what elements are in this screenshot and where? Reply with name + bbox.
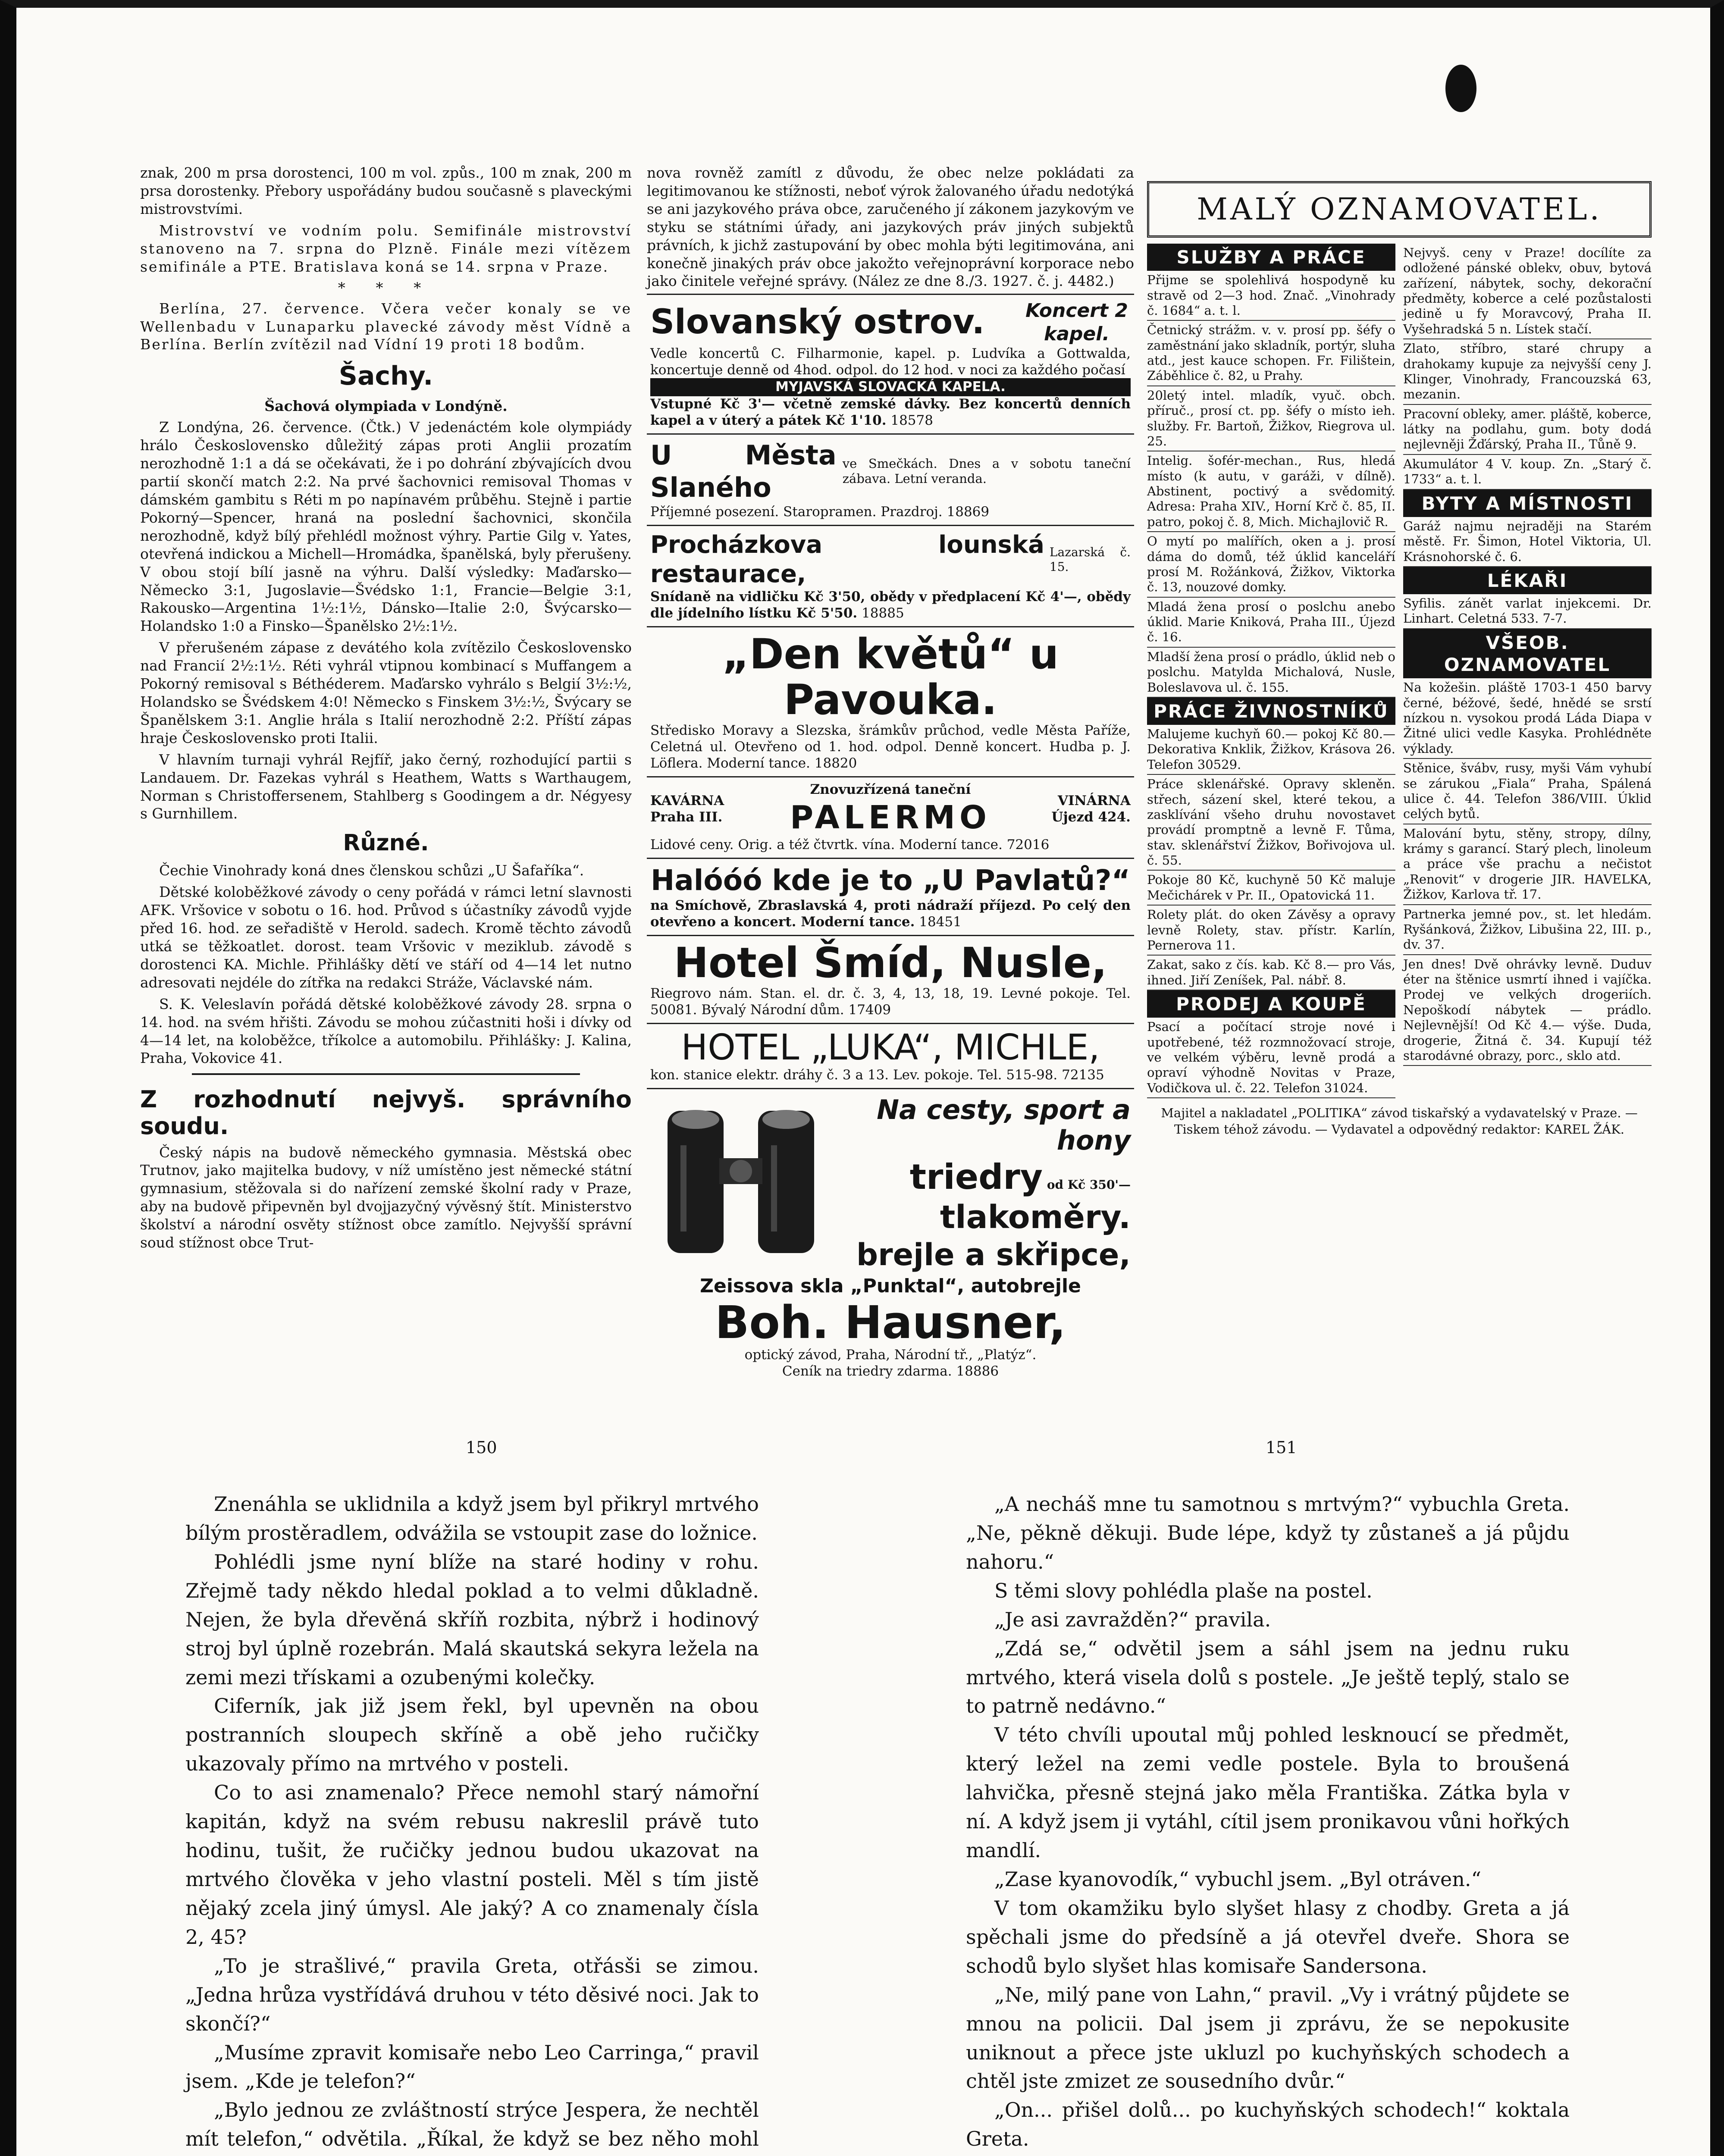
ad-foot: Vstupné Kč 3'— včetně zemské dávky. Bez koncertů denních kapel a v úterý a pátek Kč 1'10. — [650, 396, 1131, 428]
water-polo-notice: Mistrovství ve vodním polu. Semifinále mistrovství stanoveno na 7. srpna do Plzně. Finále mezi vítězem semifinále a PTE. Bratislava koná se 14. srpna v Praze. — [140, 222, 632, 275]
hausner-brejle: brejle a skřipce, — [856, 1237, 1131, 1273]
hausner-address: optický závod, Praha, Národní tř., „Platýz“. — [744, 1347, 1037, 1363]
page-number-right: 151 — [1266, 1438, 1297, 1457]
classified-item: Na kožešin. pláště 1703-1 450 barvy černé, béžové, šedé, hnědé se srstí nízkou n. vysokou prodá Láda Diapa v Žitné ulici vedle Kasyka. Prohlédněte výklady. — [1403, 678, 1652, 759]
classified-item: Práce sklenářské. Opravy skleněn. střech, sázení skel, které tekou, a zasklívání všeho druhu novostavet provádí promptně a levně F. Tůma, stav. sklenářství Žižkov, Bořivojova ul. č. 55. — [1147, 775, 1395, 871]
ad-number: 72016 — [1006, 837, 1050, 852]
chess-olympiad-p2: V přerušeném zápase z devátého kola zvítězilo Československo nad Francií 2½:1½. Réti vyhrál vtipnou kombinací s Muffangem a Pokorný remisoval s Béthéderem. Maďarsko vyhrálo s Belgií 3½:½, Holandsko se Švédskem 4:0! Německo s Finskem 3½:½, Švýcary se Španělskem 3:1. Anglie hrála s Italií nerozhodně 2:2. Příští zápas hraje Československo proti Italii. — [140, 639, 632, 746]
ad-mesta-slaneho — [647, 435, 1134, 526]
ad-slovansky-ostrov — [647, 294, 1134, 434]
binoculars-icon — [650, 1094, 831, 1275]
ad-text: Příjemné posezení. Staropramen. Prazdroj. — [650, 504, 943, 520]
ad-text: Lidové ceny. Orig. a též čtvrtk. vína. Moderní tance. — [650, 837, 1003, 852]
court-headline: Z rozhodnutí nejvyš. správního soudu. — [140, 1086, 632, 1140]
court-text: Český nápis na budově německého gymnasia. Městská obec Trutnov, jako majitelka budovy, v níž umístěno jest německé státní gymnasium, stěžovala si do nařízení zemské školní rady v Praze, aby na budově připevněn byl dvojjazyčný vývěsný štít. Ministerstvo školství a národní osvěty stížnost obce zamítlo. Nejvyšší správní soud stížnost obce Trut- — [140, 1144, 632, 1251]
book-paragraph: Ciferník, jak již jsem řekl, byl upevněn na obou postranních sloupech skříně a obě jeho ručičky ukazovaly přímo na mrtvého v posteli. — [185, 1694, 759, 1776]
ad-inverse: MYJAVSKÁ SLOVACKÁ KAPELA. — [650, 378, 1131, 396]
classifieds-title: MALÝ OZNAMOVATEL. — [1147, 181, 1652, 238]
classified-item: Jen dnes! Dvě ohrávky levně. Duduv éter na štěnice usmrtí ihned i vajíčka. Prodej ve velkých drogeriích. Nepoškodí nábytek — prádlo. Nejlevnější! Od Kč 4.— výše. Duda, drogerie, Žitná č. 34. Kupují též starodávné obrazy, porc., sklo atd. — [1403, 955, 1652, 1066]
ad-number: 18885 — [862, 605, 904, 621]
classified-item: Stěnice, švábv, rusy, myši Vám vyhubí se zárukou „Fiala“ Praha, Spálená ulice č. 44. Telefon 386/VIII. Úklid celých bytů. — [1403, 759, 1652, 824]
header-prodej: PRODEJ A KOUPĚ — [1147, 990, 1395, 1018]
hausner-number: 18886 — [956, 1363, 999, 1379]
ad-title: Procházkova lounská restaurace, — [650, 530, 1044, 589]
book-paragraph: „A necháš mne tu samotnou s mrtvým?“ vybuchla Greta. „Ne, pěkně děkuji. Bude lépe, když ty zůstaneš a já půjdu nahoru.“ — [966, 1492, 1570, 1573]
ad-title: PALERMO — [790, 799, 991, 836]
header-lekari: LÉKAŘI — [1403, 567, 1652, 594]
ad-title: „Den květů“ u Pavouka. — [722, 630, 1059, 724]
book-paragraph: V tom okamžiku bylo slyšet hlasy z chodby. Greta a já spěchali jsme do předsíně a já otevřel dveře. Shora se schodů bylo slyšet hlas komisaře Sandersona. — [966, 1896, 1570, 1977]
classified-item: Intelig. šofér-mechan., Rus, hledá místo (k autu, v garáži, v dílně). Abstinent, poctivý a svědomitý. Adresa: Praha XIV., Horní Krč č. 85, II. patro, pokoj č. 8, Mich. Michajlovič R. — [1147, 451, 1395, 532]
newspaper-column-2 — [647, 164, 1134, 1384]
punch-hole — [1445, 65, 1476, 112]
misc-p3: S. K. Veleslavín pořádá dětské koloběžkové závody 28. srpna o 14. hod. na svém hřišti. Závodu se mohou zúčastniti hoši i dívky od 4—14 let, na koloběžce, tříkolce a automobilu. Přihlášky: J. Kalina, Praha, Vokovice 41. — [140, 995, 632, 1067]
book-paragraph: „Bylo jednou ze zvláštností strýce Jespera, že nechtěl mít telefon,“ odvětila. „Říkal, že když se bez něho mohl — [185, 2098, 759, 2151]
classified-item: 20letý intel. mladík, vyuč. obch. příruč., prosí ct. pp. šéfy o místo ieh. služby. Fr. Bartoň, Žižkov, Riegrova ul. 25. — [1147, 386, 1395, 452]
ad-hotel-smid — [647, 936, 1134, 1024]
book-paragraph: Co to asi znamenalo? Přece nemohl starý námořní kapitán, když na svém rebusu nakreslil právě tuto hodinu, tušit, že ručičky jednou budou ukazovat na mrtvého člověka v jeho vlastní posteli. Měl s tím jistě nějaký zcela jiný úmysl. Ale jaký? A co znamenaly čísla 2, 45? — [185, 1781, 759, 1949]
ad-number: 72135 — [1062, 1067, 1104, 1083]
book-paragraph: „On... přišel dolů... po kuchyňských schodech!“ koktala Greta. — [966, 2098, 1570, 2151]
book-paragraph: „Ne, milý pane von Lahn,“ pravil. „Vy i vrátný půjdete se mnou na policii. Dal jsem ji zprávu, že se nepokusite uniknout a přece jste ukluzl po kuchyňských schodech a chtěl jste zmizet ze sousedního dvůr.“ — [966, 1983, 1570, 2093]
header-byty: BYTY A MÍSTNOSTI — [1403, 490, 1652, 517]
berlin-report: Berlína, 27. července. Včera večer konaly se ve Wellenbadu v Lunaparku plavecké závody měst Vídně a Berlína. Berlín zvítězil nad Vídní 19 proti 18 bodům. — [140, 300, 632, 353]
book-paragraph: „Zase kyanovodík,“ vybuchl jsem. „Byl otráven.“ — [994, 1867, 1481, 1891]
book-paragraph: „Je asi zavražděn?“ pravila. — [994, 1608, 1271, 1631]
ad-title: Halóóó kde je to „U Pavlatů?“ — [651, 863, 1130, 897]
book-page-right — [966, 1490, 1570, 2156]
publisher-notice: Majitel a nakladatel „POLITIKA“ závod tiskařský a vydavatelský v Praze. — Tiskem téhož závodu. — Vydavatel a odpovědný redaktor: KAREL ŽÁK. — [1161, 1106, 1638, 1137]
ad-hotel-luka — [647, 1024, 1134, 1089]
classified-item: Akumulátor 4 V. koup. Zn. „Starý č. 1733“ a. t. l. — [1403, 455, 1652, 490]
ad-number: 17409 — [848, 1002, 891, 1018]
header-vseob: VŠEOB. OZNAMOVATEL — [1403, 629, 1652, 678]
book-paragraph: Pohlédli jsme nyní blíže na staré hodiny v rohu. Zřejmě tady někdo hledal poklad a to velmi důkladně. Nejen, že byla dřevěná skříň rozbita, nýbrž i hodinový stroj byl úplně rozebrán. Malá skautská sekyra ležela na zemi mezi třískami a ozubenými kolečky. — [185, 1550, 759, 1689]
ad-text: Riegrovo nám. Stan. el. dr. č. 3, 4, 13, 18, 19. Levné pokoje. Tel. 50081. Bývalý Národní dům. — [650, 986, 1131, 1018]
hausner-zeiss: Zeissova skla „Punktal“, autobrejle — [700, 1275, 1081, 1297]
court-continued: nova rovněž zamítl z důvodu, že obec nelze pokládati za legitimovanou ke stížnosti, neboť výrok žalovaného úřadu nedotýká se ani jazykového práva obce, zaručeného jí zákonem jazykovým ve styku se státními úřady, ani jazykových práv jiných subjektů právních, k jichž zastupování by obec mohla býti legitimována, ani konečně jinakých práv obce jakožto veřejnoprávní korporace nebo jako činitele veřejné správy. (Nález ze dne 8./3. 1927. č. j. 4482.) — [647, 164, 1134, 290]
ad-title: HOTEL „LUKA“, MICHLE, — [681, 1027, 1100, 1068]
ad-title: Hotel Šmíd, Nusle, — [674, 938, 1107, 987]
classified-item: Malujeme kuchyň 60.— pokoj Kč 80.— Dekorativa Knklik, Žižkov, Krásova 26. Telefon 30529. — [1147, 725, 1395, 775]
classified-item: O mytí po malířích, oken a j. prosí dáma do domů, též úklid kanceláří prosí M. Rožánková, Žižkov, Viktorka č. 13, nouzové domky. — [1147, 532, 1395, 598]
page-number-left: 150 — [466, 1438, 497, 1457]
newspaper-column-1 — [140, 164, 632, 1255]
ad-number: 18820 — [814, 755, 857, 771]
header-zivnostniku: PRÁCE ŽIVNOSTNÍKŮ — [1147, 698, 1395, 725]
ad-side: Koncert 2 kapel. — [1025, 300, 1128, 345]
ad-prochazkova — [647, 526, 1134, 627]
ad-text: na Smíchově, Zbraslavská 4, proti nádraží příjezd. Po celý den otevřeno a koncert. Moderní tance. — [650, 898, 1131, 930]
classified-item: Psací a počítací stroje nové i upotřebené, též rozmnožovací stroje, ve velkém výběru, levně prodá a opraví výhodně Novitas v Praze, Vodičkova ul. č. 22. Telefon 31024. — [1147, 1018, 1395, 1098]
hausner-tlakomery: tlakoměry. — [940, 1199, 1131, 1236]
ad-palermo — [647, 777, 1134, 859]
classified-item: Přijme se spolehlivá hospodyně ku stravě od 2—3 hod. Znač. „Vinohrady č. 1684“ a. t. l. — [1147, 271, 1395, 321]
classified-item: Pracovní obleky, amer. pláště, koberce, látky na podlahu, gum. boty dodá nejlevněji Žďárský, Praha II., Tůně 9. — [1403, 405, 1652, 455]
ad-top: Znovuzřízená taneční — [810, 781, 971, 797]
classified-item: Malování bytu, stěny, stropy, dílny, krámy s garancí. Starý plech, linoleum a práce vše prachu a nečistot „Renovit“ v drogerie JIR. HAVELKA, Žižkov, Karlova tř. 17. — [1403, 824, 1652, 905]
classified-item: Zlato, stříbro, staré chrupy a drahokamy kupuje za nejvyšší ceny J. Klinger, Vinohrady, Francouzská 63, mezanin. — [1403, 339, 1652, 405]
chess-olympiad-p3: V hlavním turnaji vyhrál Rejfíř, jako černý, rozhodující partii s Landauem. Dr. Fazekas vyhrál s Heathem, Watts s Warthaugem, Norman s Christoffersenem, Stahlberg s Goodingem a dr. Négyesy s Gurnhillem. — [140, 751, 632, 822]
book-page-left — [185, 1490, 759, 2156]
ad-den-kvetu — [647, 627, 1134, 777]
swim-intro: znak, 200 m prsa dorostenci, 100 m vol. způs., 100 m znak, 200 m prsa dorostenky. Přebory uspořádány budou současně s plaveckými mistrovstvími. — [140, 164, 632, 217]
ad-right: VINÁRNA Újezd 424. — [1051, 793, 1131, 825]
ad-title: U Města Slaného — [650, 439, 837, 504]
classified-item: Partnerka jemné pov., st. let hledám. Ryšánková, Žižkov, Libušina 22, III. p., dv. 37. — [1403, 905, 1652, 955]
book-paragraph: „Musíme zpravit komisaře nebo Leo Carringa,“ pravil jsem. „Kde je telefon?“ — [185, 2040, 759, 2093]
ad-number: 18869 — [947, 504, 990, 520]
classified-item: Mladší žena prosí o prádlo, úklid neb o poslchu. Matylda Michalová, Nusle, Boleslavova ul. č. 155. — [1147, 648, 1395, 698]
column-rule — [192, 1073, 580, 1075]
ad-text: kon. stanice elektr. dráhy č. 3 a 13. Lev. pokoje. Tel. 515-98. — [650, 1067, 1058, 1083]
classified-item: Nejvyš. ceny v Praze! docílíte za odložené pánské oblekv, obuv, bytová zařízení, nábytek, sochy, dekorační předměty, koberce a celé pozůstalosti jedině u fy Moravcový, Praha II. Vyšehradská 5 n. Lístek stačí. — [1403, 244, 1652, 339]
chess-olympiad-p1: Z Londýna, 26. července. (Čtk.) V jedenáctém kole olympiády hrálo Československo důležitý zápas proti Anglii prozatím nerozhodně 1:1 a dá se očekávati, že i po dohrání zbývajících dvou partií skončí match 2:2. Na prvé šachovnici remisoval Thomas v dámském gambitu s Réti m po napínavém průběhu. Stejně i partie Pokorný—Spencer, hraná na poslední šachovnici, skončila nerozhodně, když bílý přehlédl možnost výhry. Partie Gilg v. Yates, otevřená indickou a Michell—Hromádka, španělská, byly přerušeny. V obou stojí bílí jasně na výhru. Další výsledky: Maďarsko—Německo 3:1, Jugoslavie—Švédsko 1:1, Francie—Belgie 3:1, Rakousko—Argentina 1½:1½, Dánsko—Italie 2:0, Švýcarsko—Holandsko 1:0 a Finsko—Španělsko 2½:1½. — [140, 419, 632, 635]
classified-item: Mladá žena prosí o poslchu anebo úklid. Marie Kniková, Praha III., Újezd č. 16. — [1147, 598, 1395, 648]
section-title-chess: Šachy. — [339, 361, 433, 392]
hausner-name: Boh. Hausner, — [715, 1296, 1066, 1349]
ad-title: Slovanský ostrov. — [650, 303, 985, 342]
ad-side: Lazarská č. 15. — [1049, 545, 1131, 574]
book-paragraph: S těmi slovy pohlédla plaše na postel. — [994, 1579, 1373, 1602]
misc-p2: Dětské koloběžkové závody o ceny pořádá v rámci letní slavnosti AFK. Vršovice v sobotu o 16. hod. Průvod s účastníky závodů vyjde před 16. hod. ze seřadiště v Herold. sadech. Kromě těchto závodů utká se těžkoatlet. dorost. team Vršovic v meziklub. závodě s dorostenci KA. Michle. Přihlášky dětí ve stáří od 4—14 let nutno adresovati nejdéle do zítřka na redakci Stráže, Václavské nám. — [140, 884, 632, 991]
ad-text: Středisko Moravy a Slezska, šrámkův průchod, vedle Města Paříže, Celetná ul. Otevřeno od 1. hod. odpol. Denně koncert. Hudba p. J. Löflera. Moderní tance. — [650, 723, 1131, 771]
classified-item: Garáž najmu nejraději na Starém městě. Fr. Šimon, Hotel Viktoria, Ul. Krásnohorské č. 6. — [1403, 517, 1652, 567]
section-title-misc: Různé. — [343, 830, 429, 856]
classifieds-left — [1147, 244, 1395, 1098]
classifieds — [1147, 181, 1652, 1138]
divider-stars: * * * — [338, 279, 434, 297]
ad-number: 18451 — [919, 914, 962, 930]
classified-item: Rolety plát. do oken Závěsy a opravy levně Rolety, stav. přístr. Karlín, Pernerova 11. — [1147, 906, 1395, 956]
classified-item: Zakat, sako z čís. kab. Kč 8.— pro Vás, ihned. Jiří Zeníšek, Pal. nábř. 8. — [1147, 956, 1395, 990]
classifieds-right — [1403, 244, 1652, 1098]
ad-hausner — [647, 1089, 1134, 1384]
ad-text: Vedle koncertů C. Filharmonie, kapel. p. Ludvíka a Gottwalda, koncertuje denně od 4hod. odpol. do 12 hod. v noci za každého počasí — [650, 345, 1131, 378]
book-paragraph: „To je strašlivé,“ pravila Greta, otřásši se zimou. „Jedna hrůza vystřídává druhou v této děsivé noci. Jak to skončí?“ — [185, 1954, 759, 2035]
ad-number: 18578 — [890, 412, 933, 428]
header-sluzby: SLUŽBY A PRÁCE — [1147, 244, 1395, 271]
classified-item: Syfilis. zánět varlat injekcemi. Dr. Linhart. Celetná 533. 7-7. — [1403, 594, 1652, 629]
book-paragraph: Znenáhla se uklidnila a když jsem byl přikryl mrtvého bílým prostěradlem, odvážila se vstoupit zase do ložnice. — [185, 1492, 759, 1545]
book-paragraph: „Zdá se,“ odvětil jsem a sáhl jsem na jednu ruku mrtvého, která visela dolů s postele. „Je ještě teplý, stalo se to patrně nedávno.“ — [966, 1636, 1570, 1718]
hausner-slogan: Na cesty, sport a hony — [877, 1094, 1131, 1156]
ad-side: ve Smečkách. Dnes a v sobotu taneční zábava. Letní veranda. — [842, 456, 1131, 486]
ad-u-pavlatu — [647, 859, 1134, 936]
classified-item: Četnický strážm. v. v. prosí pp. šéfy o zaměstnání jako skladník, portýr, sluha atd., jest kauce schopen. Fr. Filištein, Záběhlice č. 82, u Prahy. — [1147, 321, 1395, 386]
book-paragraph — [966, 2153, 1570, 2156]
book-paragraph: V této chvíli upoutal můj pohled lesknoucí se předmět, který ležel na zemi vedle postele. Byla to broušená lahvička, přesně stejná jako měla Františka. Zátka byla v ní. A když jsem ji vytáhl, cítil jsem pronikavou vůni hořkých mandlí. — [966, 1723, 1570, 1862]
hausner-triedry: triedry — [909, 1156, 1043, 1197]
ad-text: Snídaně na vidličku Kč 3'50, obědy v předplacení Kč 4'—, obědy dle jídelního lístku Kč 5'50. — [650, 589, 1131, 621]
hausner-cenik: Ceník na triedry zdarma. — [782, 1363, 952, 1379]
chess-olympiad-title: Šachová olympiada v Londýně. — [264, 397, 508, 414]
classified-item: Pokoje 80 Kč, kuchyně 50 Kč maluje Mečichárek v Pr. II., Opatovická 11. — [1147, 871, 1395, 906]
hausner-price: od Kč 350'— — [1047, 1177, 1131, 1192]
ad-left: KAVÁRNA Praha III. — [650, 793, 724, 825]
misc-p1: Čechie Vinohrady koná dnes členskou schůzi „U Šafaříka“. — [159, 862, 584, 879]
